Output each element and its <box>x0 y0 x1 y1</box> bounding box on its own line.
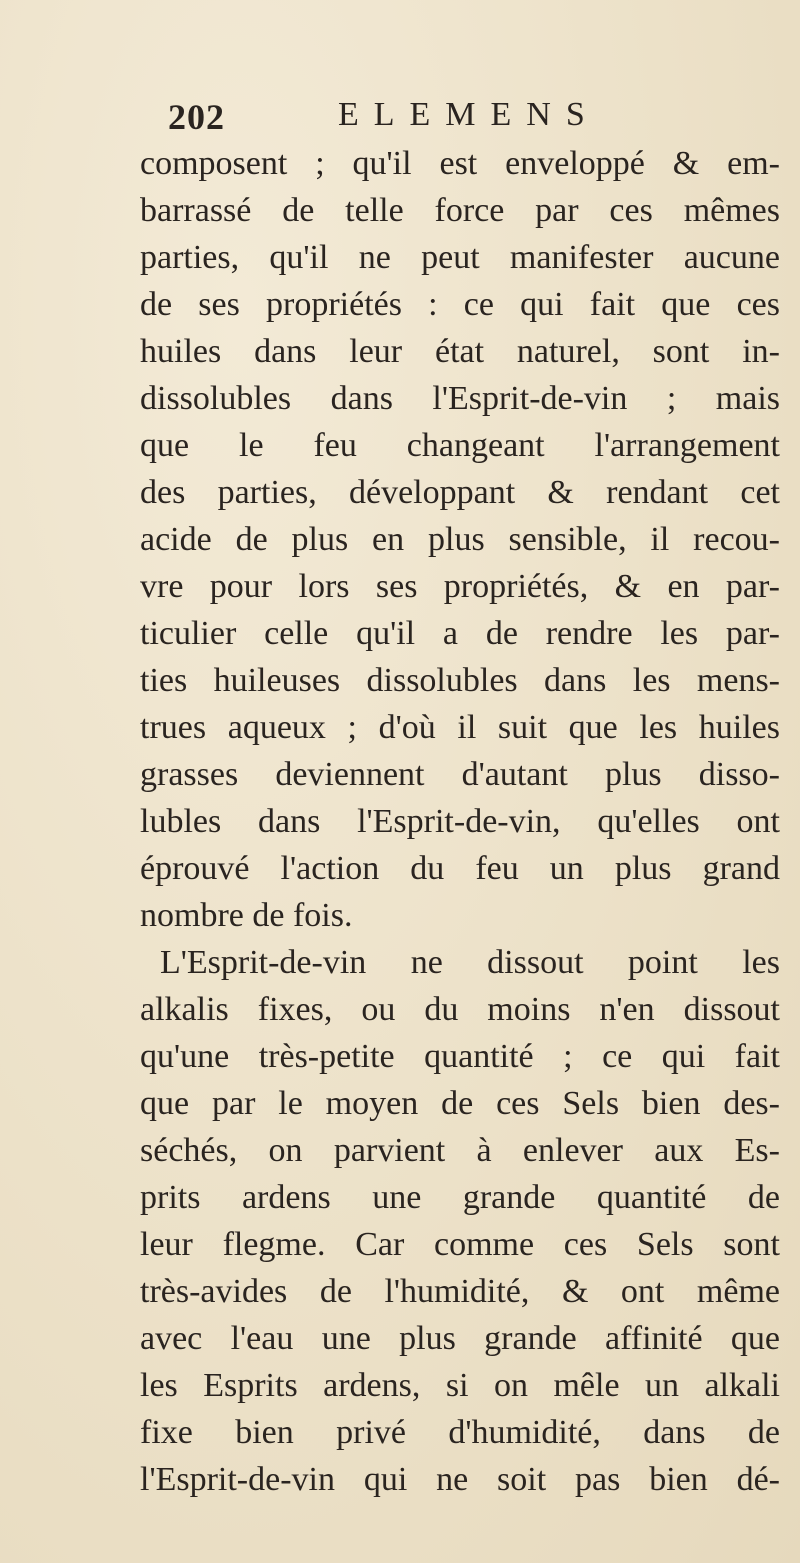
running-title: ELEMENS <box>338 96 600 133</box>
text-line: alkalis fixes, ou du moins n'en dissout <box>140 991 780 1028</box>
text-line: fixe bien privé d'humidité, dans de <box>140 1414 780 1451</box>
text-line: les Esprits ardens, si on mêle un alkali <box>140 1367 780 1404</box>
text-line: huiles dans leur état naturel, sont in- <box>140 333 780 370</box>
text-line: trues aqueux ; d'où il suit que les huiles <box>140 709 780 746</box>
text-line: composent ; qu'il est enveloppé & em- <box>140 145 780 182</box>
text-line: ticulier celle qu'il a de rendre les par- <box>140 615 780 652</box>
text-line: qu'une très-petite quantité ; ce qui fait <box>140 1038 780 1075</box>
text-line: très-avides de l'humidité, & ont même <box>140 1273 780 1310</box>
text-line: séchés, on parvient à enlever aux Es- <box>140 1132 780 1169</box>
text-line: éprouvé l'action du feu un plus grand <box>140 850 780 887</box>
page-number: 202 <box>168 97 225 137</box>
text-line: dissolubles dans l'Esprit-de-vin ; mais <box>140 380 780 417</box>
text-line: prits ardens une grande quantité de <box>140 1179 780 1216</box>
text-line: avec l'eau une plus grande affinité que <box>140 1320 780 1357</box>
text-line: de ses propriétés : ce qui fait que ces <box>140 286 780 323</box>
text-line: acide de plus en plus sensible, il recou- <box>140 521 780 558</box>
text-line: leur flegme. Car comme ces Sels sont <box>140 1226 780 1263</box>
text-line: ties huileuses dissolubles dans les mens- <box>140 662 780 699</box>
text-line: des parties, développant & rendant cet <box>140 474 780 511</box>
text-line-paragraph-start: L'Esprit-de-vin ne dissout point les <box>160 944 780 981</box>
text-line: l'Esprit-de-vin qui ne soit pas bien dé- <box>140 1461 780 1498</box>
body-text <box>140 140 780 1503</box>
text-line: vre pour lors ses propriétés, & en par- <box>140 568 780 605</box>
text-line: parties, qu'il ne peut manifester aucune <box>140 239 780 276</box>
text-line: que le feu changeant l'arrangement <box>140 427 780 464</box>
text-line: lubles dans l'Esprit-de-vin, qu'elles ont <box>140 803 780 840</box>
text-line-paragraph-end: nombre de fois. <box>140 897 353 934</box>
page-header <box>168 96 648 146</box>
text-line: barrassé de telle force par ces mêmes <box>140 192 780 229</box>
text-line: que par le moyen de ces Sels bien des- <box>140 1085 780 1122</box>
text-line: grasses deviennent d'autant plus disso- <box>140 756 780 793</box>
